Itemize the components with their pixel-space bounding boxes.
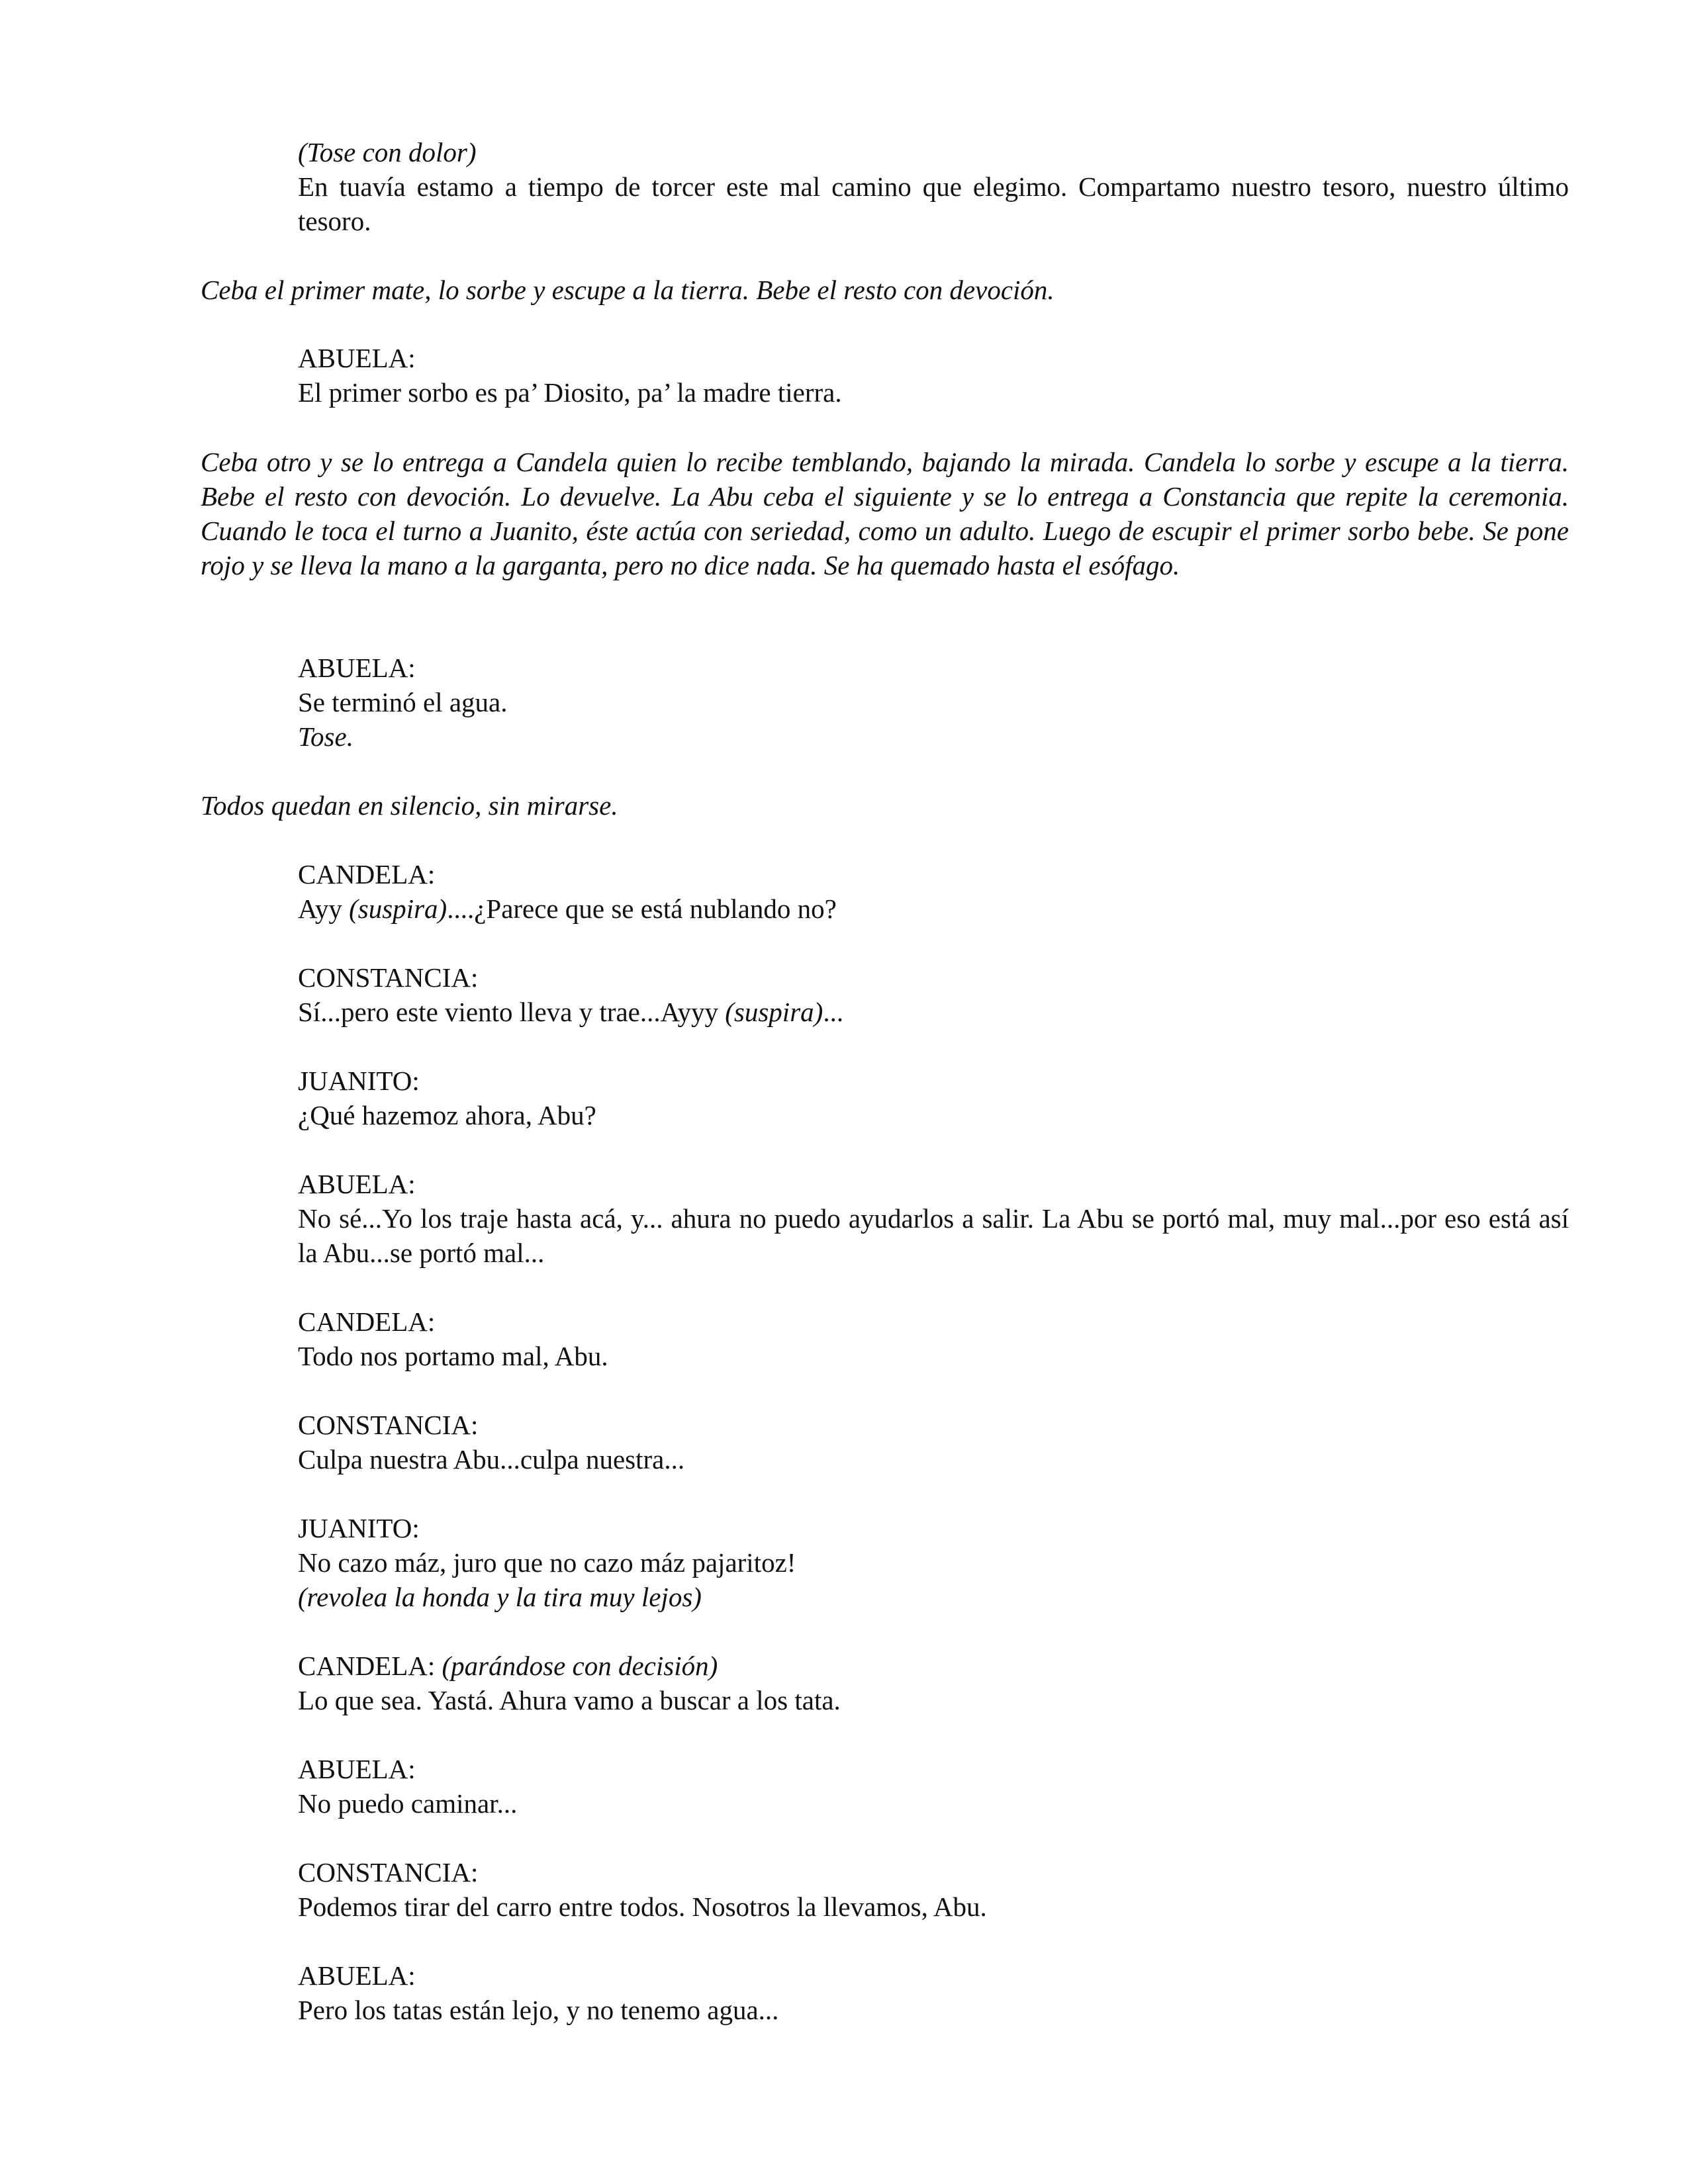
dialogue-block <box>298 1958 1569 2027</box>
dialogue-text: Pero los tatas están lejo, y no tenemo agua... <box>298 1995 779 2025</box>
dialogue-block <box>298 1752 1569 1821</box>
dialogue-block <box>298 960 1569 1029</box>
stage-direction <box>201 273 1569 307</box>
stage-action: Tose. <box>298 721 353 752</box>
stage-direction <box>201 445 1569 582</box>
dialogue-text <box>298 995 1569 1029</box>
dialogue-text: Todo nos portamo mal, Abu. <box>298 1341 608 1371</box>
dialogue-block <box>298 1855 1569 1924</box>
speaker-name: ABUELA: <box>298 653 416 683</box>
stage-direction-text: Ceba el primer mate, lo sorbe y escupe a la tierra. Bebe el resto con devoción. <box>201 275 1055 305</box>
dialogue-text: Lo que sea. Yastá. Ahura vamo a buscar a los tata. <box>298 1685 841 1715</box>
dialogue-text: Se terminó el agua. <box>298 687 508 717</box>
speaker-name: CANDELA: <box>298 1651 436 1681</box>
dialogue-text <box>298 891 1569 926</box>
dialogue-text: No puedo caminar... <box>298 1788 518 1819</box>
dialogue-text: El primer sorbo es pa’ Diosito, pa’ la madre tierra. <box>298 377 842 408</box>
dialogue-text: No cazo máz, juro que no cazo máz pajaritoz! <box>298 1547 796 1578</box>
dialogue-text-part: Ayy <box>298 893 350 924</box>
stage-direction-text: Todos quedan en silencio, sin mirarse. <box>201 790 618 821</box>
speaker-name: CONSTANCIA: <box>298 1410 479 1440</box>
dialogue-block <box>298 1511 1569 1614</box>
dialogue-text: Podemos tirar del carro entre todos. Nosotros la llevamos, Abu. <box>298 1891 987 1922</box>
speaker-name: ABUELA: <box>298 1960 416 1991</box>
speaker-name: ABUELA: <box>298 1169 416 1199</box>
dialogue-block <box>298 651 1569 754</box>
stage-direction <box>201 788 1569 823</box>
stage-parenthetical: (parándose con decisión) <box>442 1651 718 1681</box>
stage-direction-text: Ceba otro y se lo entrega a Candela quien lo recibe temblando, bajando la mirada. Candela lo sorbe y escupe a la tierra. Bebe el resto con devoción. Lo devuelve. La Abu ceba el siguiente y se lo entrega a Constancia que repite la ceremonia. Cuando le toca el turno a Juanito, éste actúa con seriedad, como un adulto. Luego de escupir el primer sorbo bebe. Se pone rojo y se lleva la mano a la garganta, pero no dice nada. Se ha quemado hasta el esófago. <box>201 447 1569 580</box>
speaker-line <box>298 1649 1569 1683</box>
dialogue-text: ¿Qué hazemoz ahora, Abu? <box>298 1100 596 1130</box>
dialogue-text: En tuavía estamo a tiempo de torcer este mal camino que elegimo. Compartamo nuestro tesoro, nuestro último tesoro. <box>298 171 1569 236</box>
speaker-name: JUANITO: <box>298 1066 420 1096</box>
speaker-name: CONSTANCIA: <box>298 962 479 993</box>
dialogue-text-part: ....¿Parece que se está nublando no? <box>447 893 837 924</box>
dialogue-block <box>298 1304 1569 1373</box>
dialogue-text-part: Sí...pero este viento lleva y trae...Ayyy <box>298 997 726 1027</box>
speaker-name: CANDELA: <box>298 859 436 889</box>
dialogue-block <box>298 135 1569 238</box>
dialogue-text-part: ... <box>823 997 844 1027</box>
speaker-name: ABUELA: <box>298 343 416 373</box>
dialogue-block <box>298 1408 1569 1477</box>
dialogue-text: Culpa nuestra Abu...culpa nuestra... <box>298 1444 685 1475</box>
speaker-name: JUANITO: <box>298 1513 420 1543</box>
dialogue-text: No sé...Yo los traje hasta acá, y... ahura no puedo ayudarlos a salir. La Abu se portó mal, muy mal...por eso está así la Abu...se portó mal... <box>298 1203 1569 1268</box>
dialogue-block <box>298 341 1569 410</box>
speaker-name: CONSTANCIA: <box>298 1857 479 1888</box>
speaker-name: CANDELA: <box>298 1306 436 1337</box>
stage-parenthetical: (suspira) <box>725 997 823 1027</box>
stage-parenthetical: (revolea la honda y la tira muy lejos) <box>298 1582 702 1612</box>
dialogue-block <box>298 1064 1569 1132</box>
dialogue-block <box>298 857 1569 926</box>
stage-parenthetical: (suspira) <box>349 893 447 924</box>
dialogue-block <box>298 1649 1569 1717</box>
speaker-name: ABUELA: <box>298 1754 416 1784</box>
stage-parenthetical: (Tose con dolor) <box>298 137 477 167</box>
dialogue-block <box>298 1167 1569 1270</box>
